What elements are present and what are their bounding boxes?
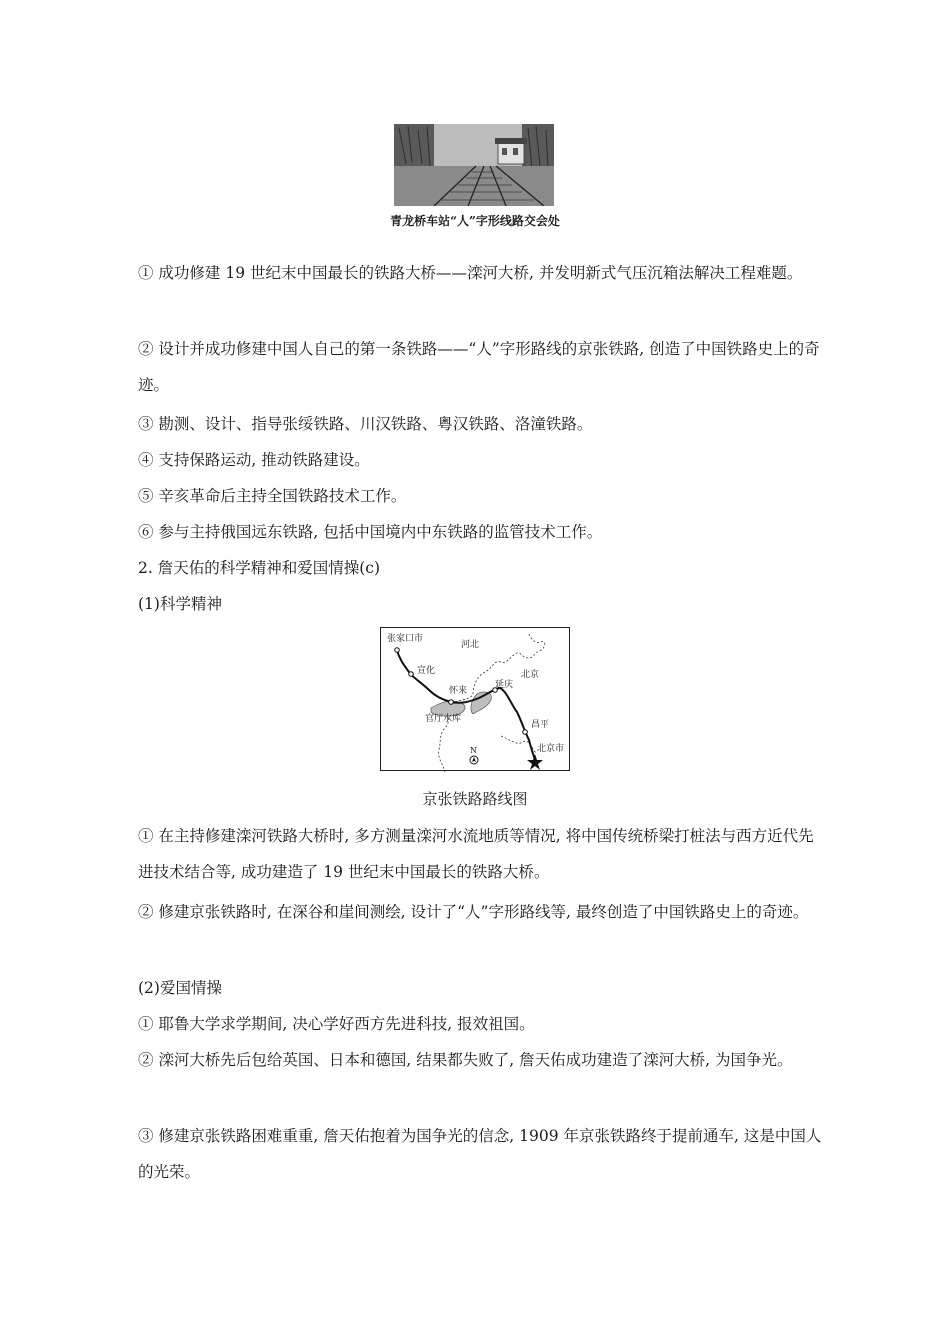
map-label-hebei: 河北 [461,640,480,650]
list-item: ⑤ 辛亥革命后主持全国铁路技术工作。 [138,487,407,505]
subheading-science: (1)科学精神 [138,595,222,613]
list-item: ③ 修建京张铁路困难重重, 詹天佑抱着为国争光的信念, 1909 年京张铁路终于提前通车, 这是中国人的光荣。 [138,1127,822,1181]
subheading-patriotism: (2)爱国情操 [138,979,222,997]
map-label-changping: 昌平 [531,720,550,730]
list-item: ② 设计并成功修建中国人自己的第一条铁路——“人”字形路线的京张铁路, 创造了中国铁路史上的奇迹。 [138,340,820,394]
map-label-xuanhua: 宣化 [417,666,436,676]
list-item: ① 耶鲁大学求学期间, 决心学好西方先进科技, 报效祖国。 [138,1015,535,1033]
photo-caption: 青龙桥车站“人”字形线路交会处 [390,214,560,228]
map-label-beijing-city: 北京市 [537,744,565,754]
list-item: ③ 勘测、设计、指导张绥铁路、川汉铁路、粤汉铁路、洛潼铁路。 [138,415,593,433]
list-item: ① 在主持修建滦河铁路大桥时, 多方测量滦河水流地质等情况, 将中国传统桥梁打桩法与西方近代先进技术结合等, 成功建造了 19 世纪末中国最长的铁路大桥。 [138,827,814,881]
map-label-beijing: 北京 [521,670,540,680]
list-item: ④ 支持保路运动, 推动铁路建设。 [138,451,370,469]
list-item: ② 修建京张铁路时, 在深谷和崖间测绘, 设计了“人”字形路线等, 最终创造了中国铁路史上的奇迹。 [138,903,809,921]
section-heading: 2. 詹天佑的科学精神和爱国情操(c) [138,559,380,577]
list-item: ② 滦河大桥先后包给英国、日本和德国, 结果都失败了, 詹天佑成功建造了滦河大桥, 为国争光。 [138,1051,793,1069]
map-label-guanting-reservoir: 官厅水库 [425,714,462,724]
map-label-yanqing: 延庆 [495,680,514,690]
map-caption: 京张铁路路线图 [422,790,528,808]
map-label-zhangjiakou: 张家口市 [387,634,424,644]
list-item: ① 成功修建 19 世纪末中国最长的铁路大桥——滦河大桥, 并发明新式气压沉箱法解决工程难题。 [138,264,803,282]
railway-photo-drawing [394,124,554,206]
map-label-huailai: 怀来 [449,686,468,696]
north-arrow-label: N [470,746,477,755]
list-item: ⑥ 参与主持俄国远东铁路, 包括中国境内中东铁路的监管技术工作。 [138,523,603,541]
jingzhang-railway-map [380,627,570,771]
railway-junction-photo [394,124,554,206]
